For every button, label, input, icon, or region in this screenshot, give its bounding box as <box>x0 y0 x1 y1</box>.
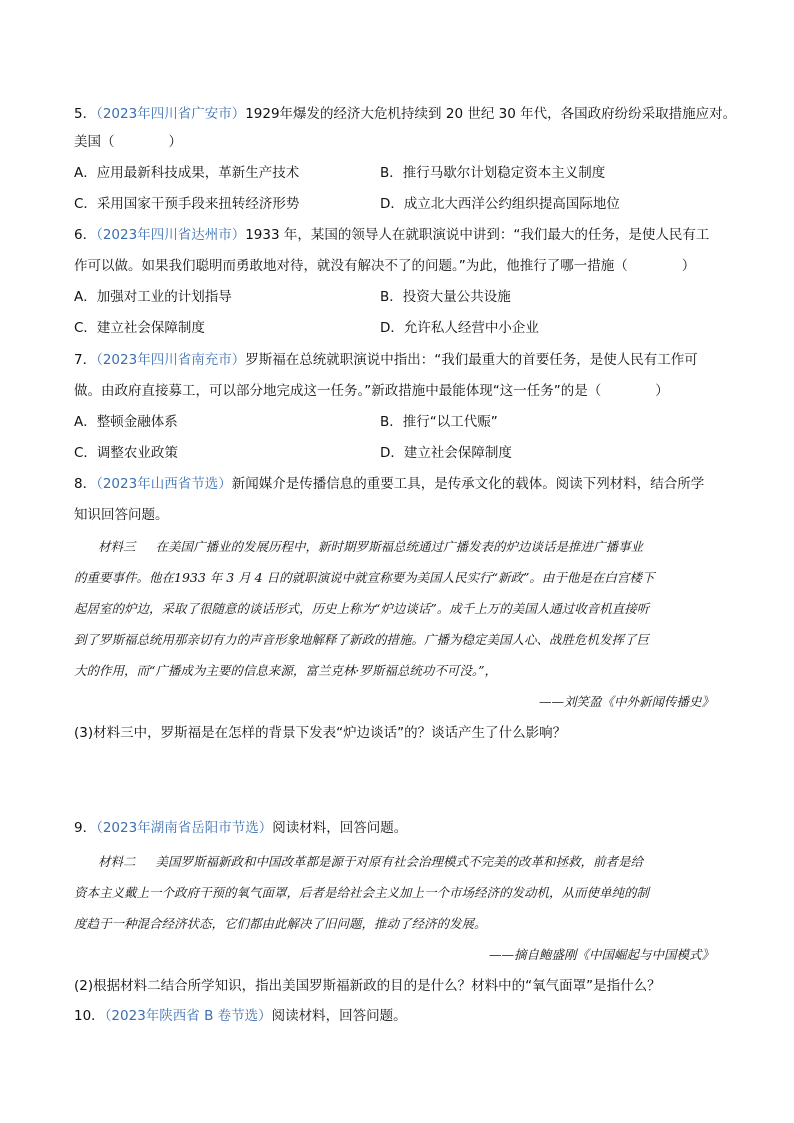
q8-material-line: 到了罗斯福总统用那亲切有力的声音形象地解释了新政的措施。广播为稳定美国人心、战胜危机发挥了巨 <box>74 632 650 647</box>
q8-material-line: 的重要事件。他在1933 年 3 月 4 日的就职演说中就宣称要为美国人民实行“新政”。由于他是在白宫楼下 <box>74 570 655 585</box>
q6-option-a: A．加强对工业的计划指导 <box>74 289 232 305</box>
q9-question: (2)根据材料二结合所学知识，指出美国罗斯福新政的目的是什么？材料中的“氧气面罩”是指什么？ <box>74 978 661 994</box>
q9-stem-text: 阅读材料，回答问题。 <box>272 820 408 836</box>
q9-material-line: 资本主义戴上一个政府干预的氧气面罩，后者是给社会主义加上一个市场经济的发动机，从而使单纯的制 <box>74 885 650 900</box>
q9-material-line: 材料二 美国罗斯福新政和中国改革都是源于对原有社会治理模式不完美的改革和拯救，前者是给 <box>98 854 644 869</box>
q6-stem-text: 1933 年，某国的领导人在就职演说中讲到：“我们最大的任务，是使人民有工 <box>245 227 710 243</box>
q5-option-d: D．成立北大西洋公约组织提高国际地位 <box>380 196 620 212</box>
q7-option-d: D．建立社会保障制度 <box>380 445 512 461</box>
q6-option-c: C．建立社会保障制度 <box>74 320 205 336</box>
q5-option-a: A．应用最新科技成果，革新生产技术 <box>74 165 300 181</box>
q6-stem-line1 <box>74 225 734 245</box>
q7-option-b: B．推行“以工代赈” <box>380 414 498 430</box>
q7-option-c: C．调整农业政策 <box>74 445 178 461</box>
q10-stem-text: 阅读材料，回答问题。 <box>271 1008 407 1024</box>
q5-stem-line1 <box>74 104 737 124</box>
q5-stem-line2: 美国（ ） <box>74 134 182 150</box>
q6-number: 6． <box>74 227 97 243</box>
q8-citation: ——刘笑盈《中外新闻传播史》 <box>538 694 714 709</box>
q10-stem-line1 <box>74 1006 734 1026</box>
q9-number: 9． <box>74 820 97 836</box>
q8-number: 8． <box>74 476 97 492</box>
q9-citation: ——摘自鲍盛刚《中国崛起与中国模式》 <box>488 947 714 962</box>
q9-material-label: 材料二 <box>98 854 136 869</box>
q6-option-b: B．投资大量公共设施 <box>380 289 511 305</box>
q5-source: （2023年四川省广安市） <box>96 106 246 122</box>
q8-source: （2023年山西省节选） <box>96 476 232 492</box>
q10-source: （2023年陕西省 B 卷节选） <box>104 1008 272 1024</box>
q9-material-line: 度趋于一种混合经济状态，它们都由此解决了旧问题，推动了经济的发展。 <box>74 916 487 931</box>
q10-number: 10． <box>74 1008 105 1024</box>
q8-stem-line2: 知识回答问题。 <box>74 507 169 523</box>
q6-source: （2023年四川省达州市） <box>96 227 246 243</box>
q8-stem-text: 新闻媒介是传播信息的重要工具，是传承文化的载体。阅读下列材料，结合所学 <box>231 476 705 492</box>
q8-question: (3)材料三中，罗斯福是在怎样的背景下发表“炉边谈话”的？谈话产生了什么影响？ <box>74 725 567 741</box>
q6-stem-line2: 作可以做。如果我们聪明而勇敢地对待，就没有解决不了的问题。”为此，他推行了哪一措施（ ） <box>74 258 696 274</box>
q8-material-line: 材料三 在美国广播业的发展历程中，新时期罗斯福总统通过广播发表的炉边谈话是推进广播事业 <box>98 539 644 554</box>
q8-stem-line1 <box>74 474 734 494</box>
q7-number: 7． <box>74 352 97 368</box>
q8-material-line: 大的作用，而“广播成为主要的信息来源，富兰克林·罗斯福总统功不可没。”， <box>74 663 498 678</box>
q7-stem-line1 <box>74 350 734 370</box>
q6-option-d: D．允许私人经营中小企业 <box>380 320 539 336</box>
q7-stem-line2: 做。由政府直接募工，可以部分地完成这一任务。”新政措施中最能体现“这一任务”的是（ ） <box>74 383 669 399</box>
q5-number: 5． <box>74 106 97 122</box>
q5-option-c: C．采用国家干预手段来扭转经济形势 <box>74 196 300 212</box>
q7-option-a: A．整顿金融体系 <box>74 414 178 430</box>
q8-material-label: 材料三 <box>98 539 136 554</box>
q8-material-line: 起居室的炉边，采取了很随意的谈话形式，历史上称为“炉边谈话”。成千上万的美国人通过收音机直接听 <box>74 601 650 616</box>
q7-stem-text: 罗斯福在总统就职演说中指出：“我们最重大的首要任务，是使人民有工作可 <box>245 352 698 368</box>
q9-source: （2023年湖南省岳阳市节选） <box>96 820 273 836</box>
q5-option-b: B．推行马歇尔计划稳定资本主义制度 <box>380 165 606 181</box>
q5-stem-text: 1929年爆发的经济大危机持续到 20 世纪 30 年代，各国政府纷纷采取措施应对。 <box>245 106 737 122</box>
q9-stem-line1 <box>74 818 734 838</box>
q7-source: （2023年四川省南充市） <box>96 352 246 368</box>
